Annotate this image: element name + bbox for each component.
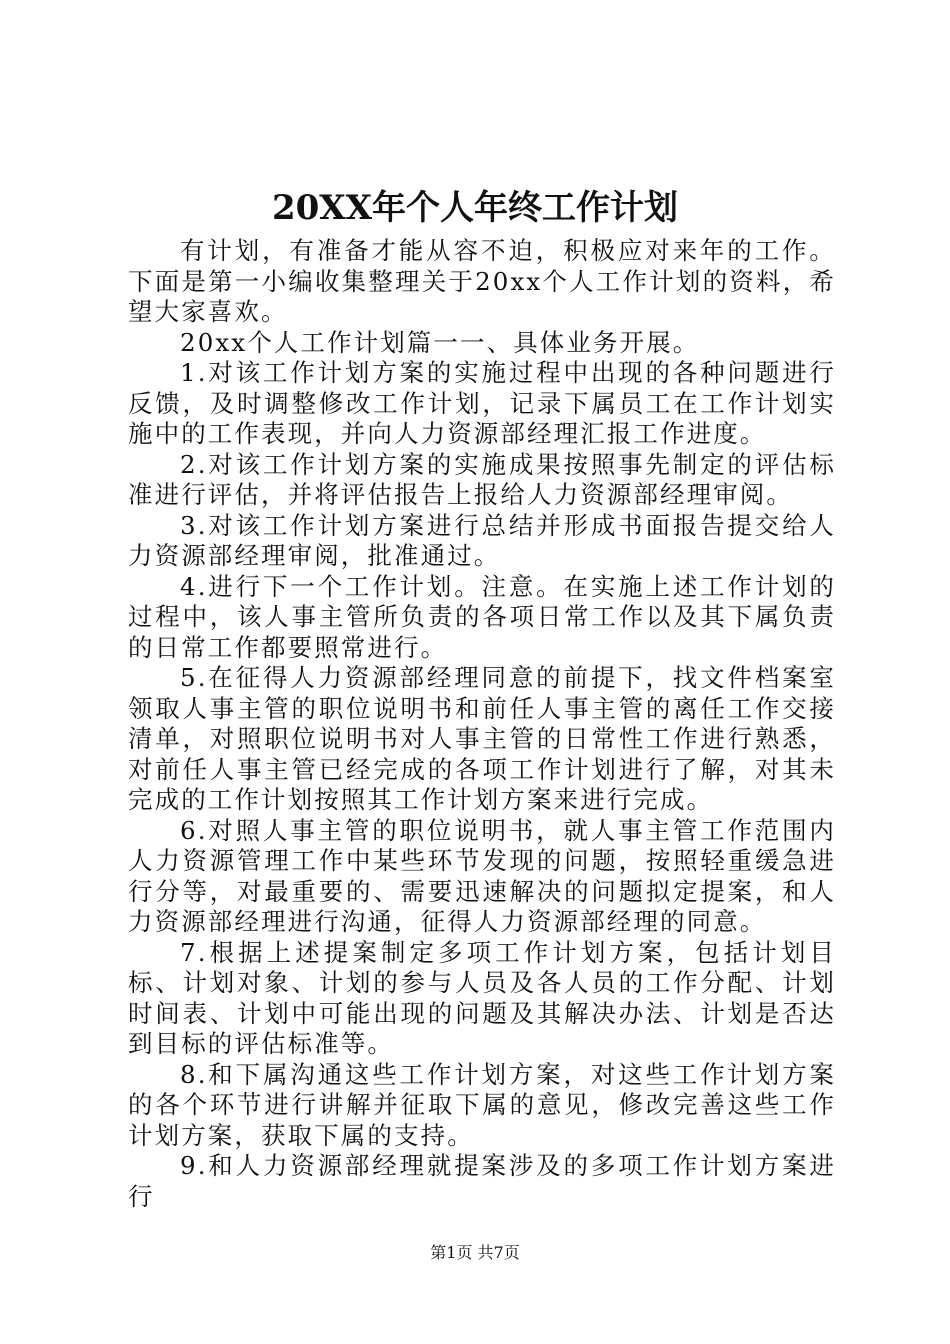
page-number-footer: 第1页 共7页 xyxy=(430,1243,520,1262)
paragraph-item-1: 1.对该工作计划方案的实施过程中出现的各种问题进行反馈，及时调整修改工作计划，记录下属员工在工作计划实施中的工作表现，并向人力资源部经理汇报工作进度。 xyxy=(128,358,836,448)
paragraph-item-3: 3.对该工作计划方案进行总结并形成书面报告提交给人力资源部经理审阅，批准通过。 xyxy=(128,510,836,570)
paragraph-item-8: 8.和下属沟通这些工作计划方案，对这些工作计划方案的各个环节进行讲解并征取下属的意见，修改完善这些工作计划方案，获取下属的支持。 xyxy=(128,1059,836,1150)
paragraph-item-9: 9.和人力资源部经理就提案涉及的多项工作计划方案进行 xyxy=(128,1151,836,1211)
paragraph-item-4: 4.进行下一个工作计划。注意。在实施上述工作计划的过程中，该人事主管所负责的各项日常工作以及其下属负责的日常工作都要照常进行。 xyxy=(128,571,836,662)
paragraph-section-heading: 20xx个人工作计划篇一一、具体业务开展。 xyxy=(180,327,700,357)
paragraph-intro: 有计划，有准备才能从容不迫，积极应对来年的工作。下面是第一小编收集整理关于20xx个人工作计划的资料，希望大家喜欢。 xyxy=(128,236,836,326)
paragraph-item-2: 2.对该工作计划方案的实施成果按照事先制定的评估标准进行评估，并将评估报告上报给人力资源部经理审阅。 xyxy=(128,449,836,509)
document-body xyxy=(128,236,836,1212)
document-title: 20XX年个人年终工作计划 xyxy=(271,188,679,228)
paragraph-item-7: 7.根据上述提案制定多项工作计划方案，包括计划目标、计划对象、计划的参与人员及各人员的工作分配、计划时间表、计划中可能出现的问题及其解决办法、计划是否达到目标的评估标准等。 xyxy=(128,937,836,1058)
paragraph-item-6: 6.对照人事主管的职位说明书，就人事主管工作范围内人力资源管理工作中某些环节发现的问题，按照轻重缓急进行分等，对最重要的、需要迅速解决的问题拟定提案，和人力资源部经理进行沟通，征得人力资源部经理的同意。 xyxy=(128,815,836,936)
paragraph-item-5: 5.在征得人力资源部经理同意的前提下，找文件档案室领取人事主管的职位说明书和前任人事主管的离任工作交接清单，对照职位说明书对人事主管的日常性工作进行熟悉，对前任人事主管已经完成的各项工作计划进行了解，对其未完成的工作计划按照其工作计划方案来进行完成。 xyxy=(128,663,836,814)
